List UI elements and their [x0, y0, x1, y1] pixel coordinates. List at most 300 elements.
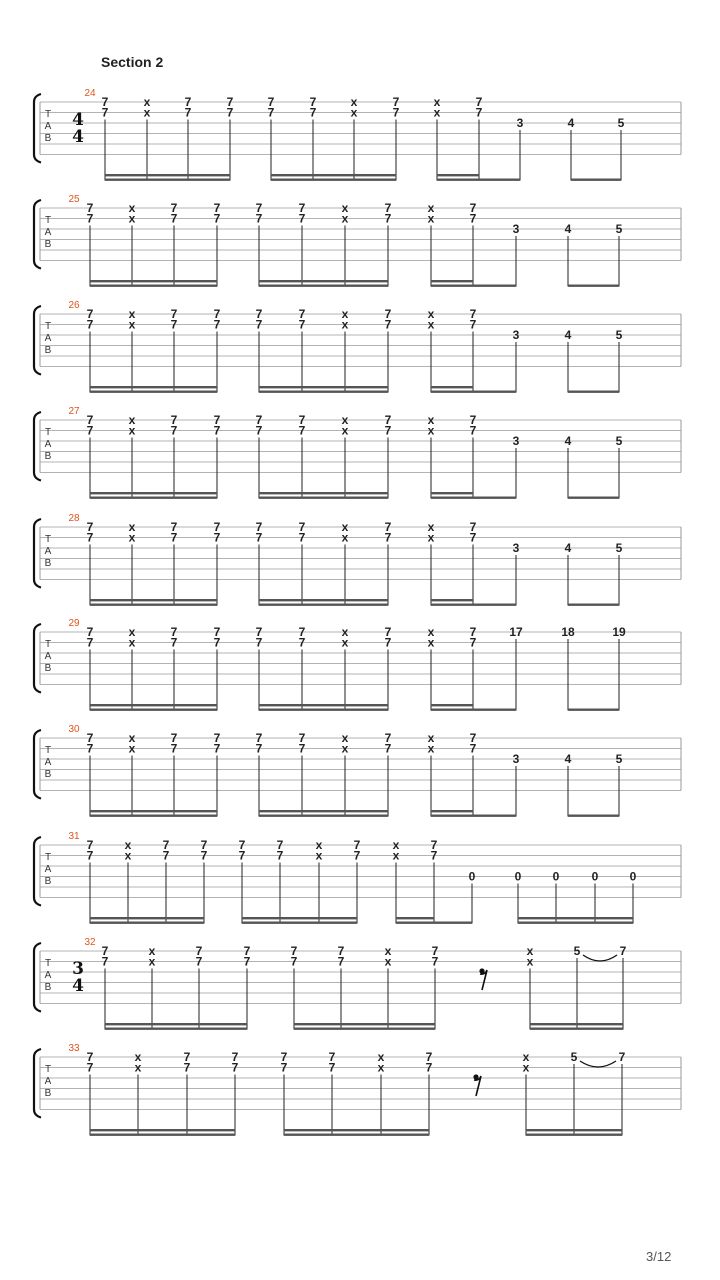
note-event [342, 625, 349, 711]
beam [294, 1028, 435, 1030]
beam [90, 492, 217, 494]
fret-number: x [433, 95, 441, 109]
fret-number: 7 [469, 520, 477, 534]
tab-clef [45, 852, 52, 887]
fret-number: 7 [213, 423, 221, 438]
fret-number: x [427, 530, 435, 545]
fret-number: 4 [564, 328, 572, 342]
beam [568, 604, 619, 606]
note-event [476, 95, 483, 181]
fret-number: x [341, 201, 349, 215]
fret-number: x [134, 1050, 142, 1064]
tab-system [34, 300, 681, 393]
tab-clef-letter: A [44, 333, 52, 344]
note-event [517, 116, 524, 181]
fret-number: x [128, 413, 136, 427]
fret-number: x [128, 423, 136, 438]
fret-number: 7 [86, 317, 94, 332]
tab-clef-letter: T [44, 745, 52, 756]
note-event [616, 752, 623, 817]
fret-number: 7 [469, 307, 477, 321]
fret-number: 3 [516, 116, 524, 130]
tab-clef-letter: T [44, 109, 52, 120]
note-event [135, 1050, 142, 1136]
fret-number: 7 [101, 95, 109, 109]
tab-system [34, 194, 681, 287]
note-event [244, 944, 251, 1030]
note-event [354, 838, 361, 924]
note-event [171, 625, 178, 711]
note-event [196, 944, 203, 1030]
fret-number: 7 [213, 211, 221, 226]
note-event [129, 307, 136, 393]
fret-number: 5 [615, 222, 623, 236]
note-event [329, 1050, 336, 1136]
beam [431, 704, 473, 706]
fret-number: 0 [552, 869, 560, 884]
tab-clef-letter: A [44, 651, 52, 662]
note-event [256, 307, 263, 393]
tie-arc [583, 955, 617, 961]
beam [571, 179, 621, 181]
note-event [256, 625, 263, 711]
fret-number: x [377, 1050, 385, 1064]
beam [473, 391, 516, 393]
note-event [574, 944, 617, 1030]
fret-number: 7 [86, 635, 94, 650]
beam [105, 174, 230, 176]
tab-clef-letter: T [44, 534, 52, 545]
beam [90, 1129, 235, 1131]
fret-number: 7 [170, 635, 178, 650]
beam [259, 280, 388, 282]
note-event [171, 413, 178, 499]
note-event [630, 870, 637, 924]
note-event [479, 968, 487, 990]
fret-number: x [148, 944, 156, 958]
fret-number: 7 [298, 530, 306, 545]
measure-number: 32 [84, 937, 96, 948]
fret-number: 3 [512, 222, 520, 236]
fret-number: 4 [564, 541, 572, 555]
note-event [256, 201, 263, 287]
beam [568, 815, 619, 817]
fret-number: 4 [567, 116, 575, 130]
beam [568, 391, 619, 393]
tab-clef-letter: T [44, 1064, 52, 1075]
fret-number: 7 [392, 95, 400, 109]
note-event [214, 731, 221, 817]
note-event [214, 413, 221, 499]
tab-clef-letter: A [44, 227, 52, 238]
fret-number: 18 [561, 625, 575, 639]
tab-clef-letter: B [44, 133, 52, 144]
tab-clef-letter: B [44, 1088, 52, 1099]
fret-number: x [427, 520, 435, 534]
beam [90, 704, 217, 706]
note-event [469, 870, 476, 924]
tab-clef-letter: A [44, 439, 52, 450]
fret-number: 7 [213, 530, 221, 545]
fret-number: 7 [183, 1050, 191, 1064]
note-event [385, 731, 392, 817]
fret-number: x [433, 105, 441, 120]
fret-number: 7 [328, 1050, 336, 1064]
beam [259, 285, 388, 287]
fret-number: 7 [170, 731, 178, 745]
fret-number: x [341, 731, 349, 745]
tab-clef-letter: T [44, 215, 52, 226]
tab-clef-letter: B [44, 876, 52, 887]
fret-number: 7 [231, 1060, 239, 1075]
fret-number: 7 [298, 317, 306, 332]
beam [90, 599, 217, 601]
note-event [616, 222, 623, 287]
fret-number: 7 [213, 625, 221, 639]
tab-clef [45, 958, 52, 993]
note-event [428, 413, 435, 499]
fret-number: x [341, 741, 349, 756]
beam [90, 1134, 235, 1136]
fret-number: 7 [170, 317, 178, 332]
note-event [239, 838, 246, 924]
fret-number: 5 [615, 434, 623, 448]
beam [518, 917, 633, 919]
fret-number: 7 [384, 635, 392, 650]
note-event [129, 731, 136, 817]
fret-number: 5 [615, 541, 623, 555]
beam [473, 604, 516, 606]
fret-number: 3 [512, 752, 520, 766]
note-event [342, 201, 349, 287]
note-event [87, 413, 94, 499]
fret-number: 7 [384, 423, 392, 438]
note-event [527, 944, 534, 1030]
fret-number: 7 [384, 317, 392, 332]
fret-number: 7 [231, 1050, 239, 1064]
fret-number: 7 [226, 95, 234, 109]
time-signature-numerator: 4 [72, 110, 84, 130]
fret-number: 7 [469, 413, 477, 427]
note-event [385, 625, 392, 711]
fret-number: x [143, 105, 151, 120]
time-signature [72, 110, 84, 147]
note-event [87, 1050, 94, 1136]
beam [568, 709, 619, 711]
fret-number: 7 [255, 423, 263, 438]
fret-number: 0 [514, 869, 522, 884]
note-event [163, 838, 170, 924]
note-event [470, 731, 477, 817]
fret-number: 7 [298, 520, 306, 534]
measure-number: 31 [68, 831, 80, 842]
beam [259, 391, 388, 393]
note-event [87, 307, 94, 393]
fret-number: 7 [213, 731, 221, 745]
fret-number: x [128, 625, 136, 639]
fret-number: x [522, 1050, 530, 1064]
note-event [565, 222, 572, 287]
tab-clef [45, 639, 52, 674]
note-event [87, 625, 94, 711]
fret-number: 7 [86, 838, 94, 852]
fret-number: 7 [469, 201, 477, 215]
fret-number: x [341, 211, 349, 226]
note-event [470, 413, 477, 499]
note-event [616, 434, 623, 499]
fret-number: 7 [183, 1060, 191, 1075]
note-event [393, 95, 400, 181]
fret-number: 7 [298, 423, 306, 438]
fret-number: x [128, 741, 136, 756]
note-event [299, 201, 306, 287]
fret-number: 7 [425, 1060, 433, 1075]
fret-number: 7 [337, 954, 345, 969]
fret-number: 7 [475, 105, 483, 120]
fret-number: 7 [101, 954, 109, 969]
fret-number: 17 [509, 625, 523, 639]
tab-clef-letter: B [44, 663, 52, 674]
fret-number: 7 [353, 838, 361, 852]
beam [530, 1028, 623, 1030]
fret-number: 7 [298, 635, 306, 650]
beam [90, 386, 217, 388]
fret-number: 7 [86, 520, 94, 534]
fret-number: x [128, 520, 136, 534]
note-event [214, 520, 221, 606]
fret-number: 7 [290, 944, 298, 958]
tab-system [34, 937, 681, 1030]
section-title: Section 2 [101, 54, 164, 70]
tab-system [34, 618, 681, 711]
note-event [385, 201, 392, 287]
note-event [470, 520, 477, 606]
note-event [470, 307, 477, 393]
fret-number: 7 [384, 731, 392, 745]
tab-clef-letter: T [44, 958, 52, 969]
note-event [561, 625, 575, 711]
fret-number: 7 [255, 317, 263, 332]
note-event [342, 307, 349, 393]
beam [473, 709, 516, 711]
note-event [568, 116, 575, 181]
fret-number: 19 [612, 625, 626, 639]
beam [259, 497, 388, 499]
note-event [232, 1050, 239, 1136]
note-event [428, 201, 435, 287]
measure-number: 26 [68, 300, 80, 311]
tab-clef [45, 534, 52, 569]
beam [396, 917, 434, 919]
tab-clef [45, 215, 52, 250]
tab-clef-letter: A [44, 121, 52, 132]
time-signature-numerator: 3 [72, 959, 84, 979]
fret-number: 7 [469, 211, 477, 226]
fret-number: 7 [195, 944, 203, 958]
note-event [428, 625, 435, 711]
fret-number: x [350, 95, 358, 109]
note-event [619, 1050, 626, 1136]
note-event [618, 116, 625, 181]
tab-clef-letter: T [44, 639, 52, 650]
beam [259, 604, 388, 606]
fret-number: 5 [615, 752, 623, 766]
fret-number: 7 [86, 211, 94, 226]
tab-system [34, 88, 681, 181]
fret-number: 7 [255, 731, 263, 745]
note-event [428, 307, 435, 393]
fret-number: 7 [243, 944, 251, 958]
fret-number: x [315, 848, 323, 863]
fret-number: 7 [238, 848, 246, 863]
tab-system [34, 724, 681, 817]
note-event [149, 944, 156, 1030]
beam [90, 280, 217, 282]
fret-number: x [341, 520, 349, 534]
fret-number: 7 [162, 838, 170, 852]
beam [259, 492, 388, 494]
beam [434, 922, 472, 924]
measure-number: 30 [68, 724, 80, 735]
tab-clef-letter: T [44, 321, 52, 332]
beam [431, 391, 473, 393]
beam [259, 815, 388, 817]
beam [431, 815, 473, 817]
note-event [291, 944, 298, 1030]
note-event [470, 201, 477, 287]
note-event [129, 625, 136, 711]
beam [284, 1129, 429, 1131]
fret-number: 7 [298, 625, 306, 639]
fret-number: x [427, 413, 435, 427]
fret-number: x [124, 838, 132, 852]
fret-number: x [384, 954, 392, 969]
fret-number: 7 [384, 413, 392, 427]
note-event [434, 95, 441, 181]
note-event [616, 541, 623, 606]
beam [431, 604, 473, 606]
fret-number: x [427, 741, 435, 756]
note-event [426, 1050, 433, 1136]
fret-number: 7 [213, 307, 221, 321]
note-event [214, 625, 221, 711]
note-event [385, 944, 392, 1030]
note-event [316, 838, 323, 924]
fret-number: 7 [86, 848, 94, 863]
fret-number: 7 [298, 201, 306, 215]
tab-clef-letter: A [44, 546, 52, 557]
note-event [277, 838, 284, 924]
beam [526, 1134, 622, 1136]
beam [90, 709, 217, 711]
fret-number: 7 [213, 413, 221, 427]
beam [259, 709, 388, 711]
note-event [171, 731, 178, 817]
note-event [393, 838, 400, 924]
fret-number: 7 [255, 211, 263, 226]
fret-number: 7 [86, 201, 94, 215]
fret-number: 4 [564, 434, 572, 448]
tab-clef-letter: B [44, 769, 52, 780]
fret-number: 7 [86, 1050, 94, 1064]
note-event [515, 870, 522, 924]
tab-system [34, 1043, 681, 1136]
fret-number: x [341, 530, 349, 545]
note-event [129, 413, 136, 499]
note-event [201, 838, 208, 924]
tab-clef-letter: A [44, 864, 52, 875]
note-event [378, 1050, 385, 1136]
fret-number: x [427, 635, 435, 650]
tab-clef-letter: A [44, 757, 52, 768]
fret-number: 7 [255, 520, 263, 534]
note-event [428, 520, 435, 606]
fret-number: 7 [267, 105, 275, 120]
fret-number: 7 [170, 211, 178, 226]
beam [90, 604, 217, 606]
fret-number: 7 [213, 741, 221, 756]
fret-number: 7 [337, 944, 345, 958]
note-event [565, 752, 572, 817]
fret-number: 7 [384, 741, 392, 756]
beam [259, 386, 388, 388]
fret-number: x [128, 201, 136, 215]
fret-number: x [143, 95, 151, 109]
note-event [513, 541, 520, 606]
fret-number: 4 [564, 752, 572, 766]
fret-number: x [377, 1060, 385, 1075]
beam [473, 497, 516, 499]
note-event [428, 731, 435, 817]
tab-clef-letter: B [44, 558, 52, 569]
note-event [299, 731, 306, 817]
fret-number: 3 [512, 328, 520, 342]
measure-number: 29 [68, 618, 80, 629]
fret-number: 5 [617, 116, 625, 130]
beam [473, 815, 516, 817]
beam [259, 810, 388, 812]
fret-number: x [134, 1060, 142, 1075]
fret-number: 0 [468, 869, 476, 884]
fret-number: 7 [226, 105, 234, 120]
beam [105, 1028, 247, 1030]
fret-number: x [384, 944, 392, 958]
note-event [299, 413, 306, 499]
fret-number: 7 [298, 211, 306, 226]
fret-number: 7 [86, 423, 94, 438]
fret-number: x [128, 317, 136, 332]
note-event [87, 201, 94, 287]
beam [90, 815, 217, 817]
beam [271, 179, 396, 181]
beam [242, 917, 357, 919]
fret-number: 7 [384, 201, 392, 215]
tab-clef-letter: A [44, 970, 52, 981]
beam [437, 179, 479, 181]
note-event [612, 625, 626, 711]
beam [259, 704, 388, 706]
note-event [171, 307, 178, 393]
measure-number: 28 [68, 513, 80, 524]
beam [90, 497, 217, 499]
beam [526, 1129, 622, 1131]
beam [431, 280, 473, 282]
note-event [385, 413, 392, 499]
fret-number: 7 [469, 741, 477, 756]
fret-number: 7 [255, 413, 263, 427]
tab-clef [45, 321, 52, 356]
fret-number: 7 [170, 741, 178, 756]
